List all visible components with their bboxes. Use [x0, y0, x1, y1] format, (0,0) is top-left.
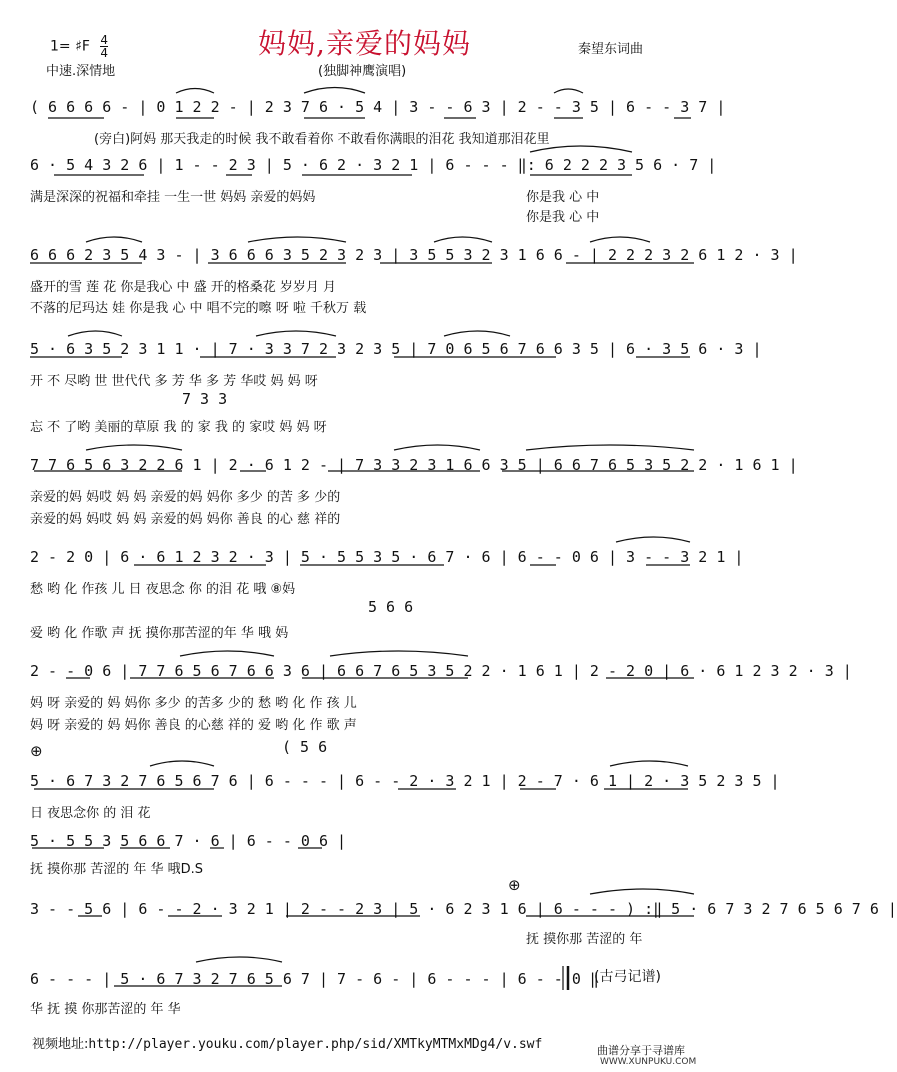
- system-6-notes: 2 - 2 0 | 6 · 6 1 2 3 2 · 3 | 5 · 5 5 3 5 · 6 7 · 6 | 6 - - 0 6 | 3 - - 3 2 1 |: [30, 548, 744, 566]
- watermark-line-1: 曲谱分享于寻谱库: [597, 1044, 685, 1057]
- system-4-extra-notes: 7 3 3: [182, 390, 228, 408]
- system-2-lyric-3: 你是我 心 中: [526, 210, 600, 225]
- system-1-lyric-1: (旁白)阿妈 那天我走的时候 我不敢看着你 不敢看你满眼的泪花 我知道那泪花里: [94, 132, 550, 147]
- system-3-notes: 6 6 6 2 3 5 4 3 - | 3 6 6 6 3 5 2 3 2 3 | 3 5 5 3 2 3 1 6 6 - | 2 2 2 3 2 6 1 2 · 3 |: [30, 246, 798, 264]
- key-signature: [50, 34, 108, 59]
- coda-mark-2-icon: ⊕: [508, 876, 521, 894]
- video-link-label: 视频地址:: [32, 1037, 89, 1052]
- watermark-line-2: WWW.XUNPUKU.COM: [600, 1057, 697, 1067]
- system-10-notes: 3 - - 5 6 | 6 - - 2 · 3 2 1 | 2 - - 2 3 | 5 · 6 2 3 1 6 | 6 - - - ) :‖ 5 · 6 7 3 2 7 6 5 6 7 6 |: [30, 900, 897, 918]
- time-denominator: 4: [100, 46, 109, 60]
- singer-credit: (独脚神鹰演唱): [318, 64, 407, 79]
- system-4-lyric-2: 忘 不 了哟 美丽的草原 我 的 家 我 的 家哎 妈 妈 呀: [30, 420, 327, 435]
- key-label: 1= ♯F: [50, 38, 90, 55]
- transcriber-note: (古弓记谱): [594, 969, 661, 985]
- system-7-lyric-1: 妈 呀 亲爱的 妈 妈你 多少 的苦多 少的 愁 哟 化 作 孩 儿: [30, 696, 357, 711]
- system-4-notes: 5 · 6 3 5 2 3 1 1 · | 7 · 3 3 7 2 3 2 3 5 | 7 0 6 5 6 7 6 6 3 5 | 6 · 3 5 6 · 3 |: [30, 340, 762, 358]
- time-signature: [100, 34, 108, 59]
- time-numerator: 4: [100, 33, 109, 47]
- system-7-extra-notes: ( 5 6: [282, 738, 328, 756]
- system-11-lyric-1: 华 抚 摸 你那苦涩的 年 华: [30, 1002, 181, 1017]
- coda-mark-icon: ⊕: [30, 742, 43, 760]
- system-3-lyric-1: 盛开的雪 莲 花 你是我心 中 盛 开的格桑花 岁岁月 月: [30, 280, 337, 295]
- system-10-lyric-1: 抚 摸你那 苦涩的 年: [526, 932, 643, 947]
- tempo-marking: 中速.深情地: [46, 64, 116, 79]
- system-3-lyric-2: 不落的尼玛达 娃 你是我 心 中 唱不完的嚓 呀 啦 千秋万 载: [30, 301, 367, 316]
- system-6-lyric-2: 爱 哟 化 作歌 声 抚 摸你那苦涩的年 华 哦 妈: [30, 626, 289, 641]
- system-5-notes: 7 7 6 5 6 3 2 2 6 1 | 2 · 6 1 2 - | 7 3 3 2 3 1 6 6 3 5 | 6 6 7 6 5 3 5 2 2 · 1 6 1 |: [30, 456, 798, 474]
- system-9-notes: 5 · 5 5 3 5 6 6 7 · 6 | 6 - - 0 6 |: [30, 832, 347, 850]
- system-6-extra-notes: 5 6 6: [368, 598, 414, 616]
- video-link[interactable]: [32, 1033, 542, 1052]
- system-2-lyric-2: 你是我 心 中: [526, 190, 600, 205]
- system-5-lyric-2: 亲爱的妈 妈哎 妈 妈 亲爱的妈 妈你 善良 的心 慈 祥的: [30, 512, 341, 527]
- system-5-lyric-1: 亲爱的妈 妈哎 妈 妈 亲爱的妈 妈你 多少 的苦 多 少的: [30, 490, 341, 505]
- video-link-url[interactable]: http://player.youku.com/player.php/sid/XMTkyMTMxMDg4/v.swf: [88, 1037, 543, 1052]
- system-7-lyric-2: 妈 呀 亲爱的 妈 妈你 善良 的心慈 祥的 爱 哟 化 作 歌 声: [30, 718, 357, 733]
- system-1-notes: ( 6 6 6 6 - | 0 1 2 2 - | 2 3 7 6 · 5 4 | 3 - - 6 3 | 2 - - 3 5 | 6 - - 3 7 |: [30, 98, 726, 116]
- system-2-notes: 6 · 5 4 3 2 6 | 1 - - 2 3 | 5 · 6 2 · 3 2 1 | 6 - - - ‖: 6 2 2 2 3 5 6 · 7 |: [30, 156, 717, 174]
- system-4-lyric-1: 开 不 尽哟 世 世代代 多 芳 华 多 芳 华哎 妈 妈 呀: [30, 374, 318, 389]
- system-7-notes: 2 - - 0 6 | 7 7 6 5 6 7 6 6 3 6 | 6 6 7 6 5 3 5 2 2 · 1 6 1 | 2 - 2 0 | 6 · 6 1 2 3 2 · 3 |: [30, 662, 852, 680]
- system-11-notes: 6 - - - | 5 · 6 7 3 2 7 6 5 6 7 | 7 - 6 - | 6 - - - | 6 - - 0 ‖: [30, 970, 599, 988]
- system-2-lyric-1: 满是深深的祝福和牵挂 一生一世 妈妈 亲爱的妈妈: [30, 190, 316, 205]
- system-6-lyric-1: 愁 哟 化 作孩 儿 日 夜思念 你 的泪 花 哦 ⑧妈: [30, 582, 296, 597]
- composer-credit: 秦望东词曲: [578, 42, 644, 57]
- page-title: 妈妈,亲爱的妈妈: [258, 27, 471, 60]
- system-8-lyric-1: 日 夜思念你 的 泪 花: [30, 806, 151, 821]
- system-8-notes: 5 · 6 7 3 2 7 6 5 6 7 6 | 6 - - - | 6 - - 2 · 3 2 1 | 2 - 7 · 6 1 | 2 · 3 5 2 3 5 |: [30, 772, 780, 790]
- system-9-lyric-1: 抚 摸你那 苦涩的 年 华 哦D.S: [30, 862, 204, 877]
